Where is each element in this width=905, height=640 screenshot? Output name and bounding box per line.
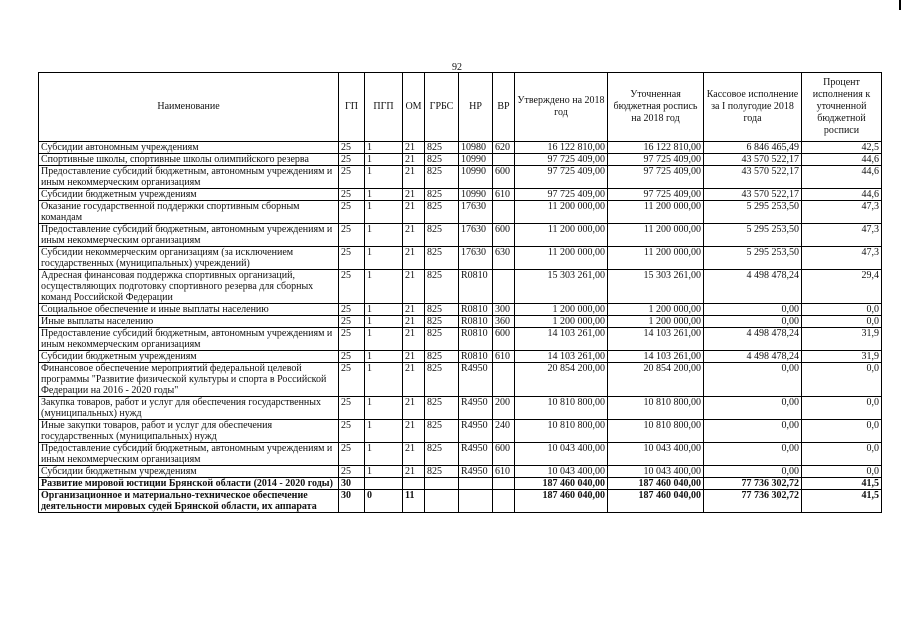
- cell-grbs: 825: [425, 443, 459, 466]
- cell-om: 21: [403, 304, 425, 316]
- cell-grbs: 825: [425, 201, 459, 224]
- cell-nr: R4950: [459, 443, 493, 466]
- cell-gp: 25: [339, 304, 365, 316]
- cell-approved: 187 460 040,00: [515, 490, 608, 513]
- cell-approved: 1 200 000,00: [515, 316, 608, 328]
- cell-name: Спортивные школы, спортивные школы олимпийского резерва: [39, 154, 339, 166]
- cell-name: Субсидии бюджетным учреждениям: [39, 189, 339, 201]
- cell-grbs: 825: [425, 270, 459, 304]
- table-row: [39, 201, 882, 224]
- cell-gp: 30: [339, 478, 365, 490]
- cell-grbs: 825: [425, 420, 459, 443]
- budget-table: [38, 72, 882, 513]
- cell-revised: 187 460 040,00: [608, 490, 704, 513]
- cell-revised: 97 725 409,00: [608, 189, 704, 201]
- cell-cash: 77 736 302,72: [704, 490, 802, 513]
- cell-grbs: 825: [425, 316, 459, 328]
- cell-percent: 29,4: [802, 270, 882, 304]
- cell-vr: 600: [493, 328, 515, 351]
- cell-gp: 25: [339, 189, 365, 201]
- cell-grbs: 825: [425, 154, 459, 166]
- cell-grbs: 825: [425, 166, 459, 189]
- corner-mark: [899, 0, 901, 10]
- cell-grbs: 825: [425, 142, 459, 154]
- cell-percent: 0,0: [802, 363, 882, 397]
- cell-name: Субсидии бюджетным учреждениям: [39, 466, 339, 478]
- table-row: [39, 478, 882, 490]
- cell-om: 21: [403, 224, 425, 247]
- cell-revised: 11 200 000,00: [608, 201, 704, 224]
- cell-name: Организационное и материально-техническое обеспечение деятельности мировых судей Брянской области, их аппарата: [39, 490, 339, 513]
- cell-revised: 11 200 000,00: [608, 224, 704, 247]
- cell-revised: 97 725 409,00: [608, 154, 704, 166]
- table-row: [39, 316, 882, 328]
- table-row: [39, 166, 882, 189]
- cell-gp: 25: [339, 466, 365, 478]
- cell-om: 21: [403, 247, 425, 270]
- cell-revised: 10 043 400,00: [608, 466, 704, 478]
- cell-vr: 610: [493, 466, 515, 478]
- col-approved: Утверждено на 2018 год: [515, 73, 608, 142]
- cell-gp: 30: [339, 490, 365, 513]
- table-row: [39, 490, 882, 513]
- cell-pgp: 1: [365, 316, 403, 328]
- table-row: [39, 154, 882, 166]
- col-nr: НР: [459, 73, 493, 142]
- cell-pgp: 1: [365, 224, 403, 247]
- cell-pgp: 1: [365, 351, 403, 363]
- cell-pgp: 1: [365, 247, 403, 270]
- table-row: [39, 443, 882, 466]
- cell-cash: 4 498 478,24: [704, 328, 802, 351]
- cell-om: 21: [403, 154, 425, 166]
- cell-nr: [459, 490, 493, 513]
- cell-pgp: 0: [365, 490, 403, 513]
- table-row: [39, 142, 882, 154]
- cell-pgp: 1: [365, 201, 403, 224]
- cell-approved: 11 200 000,00: [515, 247, 608, 270]
- cell-vr: 600: [493, 224, 515, 247]
- cell-pgp: 1: [365, 397, 403, 420]
- cell-vr: 240: [493, 420, 515, 443]
- table-row: [39, 224, 882, 247]
- cell-nr: 17630: [459, 247, 493, 270]
- cell-om: 21: [403, 316, 425, 328]
- cell-grbs: 825: [425, 224, 459, 247]
- cell-om: 21: [403, 443, 425, 466]
- cell-percent: 41,5: [802, 490, 882, 513]
- cell-approved: 10 043 400,00: [515, 443, 608, 466]
- cell-grbs: 825: [425, 328, 459, 351]
- cell-om: 21: [403, 420, 425, 443]
- cell-pgp: 1: [365, 166, 403, 189]
- cell-nr: 17630: [459, 201, 493, 224]
- cell-cash: 6 846 465,49: [704, 142, 802, 154]
- cell-percent: 0,0: [802, 466, 882, 478]
- cell-revised: 14 103 261,00: [608, 328, 704, 351]
- cell-cash: 5 295 253,50: [704, 224, 802, 247]
- page-number: 92: [452, 62, 462, 73]
- cell-percent: 0,0: [802, 304, 882, 316]
- cell-pgp: [365, 478, 403, 490]
- cell-approved: 1 200 000,00: [515, 304, 608, 316]
- cell-pgp: 1: [365, 466, 403, 478]
- cell-approved: 14 103 261,00: [515, 328, 608, 351]
- cell-cash: 43 570 522,17: [704, 166, 802, 189]
- cell-revised: 11 200 000,00: [608, 247, 704, 270]
- cell-grbs: 825: [425, 189, 459, 201]
- cell-name: Финансовое обеспечение мероприятий федеральной целевой программы "Развитие физической культуры и спорта в Российской Федерации на 2016 - 2020 годы": [39, 363, 339, 397]
- cell-pgp: 1: [365, 154, 403, 166]
- cell-approved: 10 043 400,00: [515, 466, 608, 478]
- cell-cash: 0,00: [704, 420, 802, 443]
- cell-om: 21: [403, 201, 425, 224]
- cell-name: Субсидии бюджетным учреждениям: [39, 351, 339, 363]
- cell-approved: 97 725 409,00: [515, 189, 608, 201]
- cell-revised: 1 200 000,00: [608, 316, 704, 328]
- cell-revised: 20 854 200,00: [608, 363, 704, 397]
- cell-cash: 0,00: [704, 316, 802, 328]
- cell-gp: 25: [339, 328, 365, 351]
- cell-revised: 10 043 400,00: [608, 443, 704, 466]
- cell-revised: 187 460 040,00: [608, 478, 704, 490]
- table-row: [39, 189, 882, 201]
- cell-om: 21: [403, 189, 425, 201]
- cell-approved: 11 200 000,00: [515, 201, 608, 224]
- cell-vr: 630: [493, 247, 515, 270]
- cell-percent: 47,3: [802, 201, 882, 224]
- cell-approved: 97 725 409,00: [515, 154, 608, 166]
- cell-name: Иные закупки товаров, работ и услуг для обеспечения государственных (муниципальных) нужд: [39, 420, 339, 443]
- cell-grbs: [425, 478, 459, 490]
- col-gp: ГП: [339, 73, 365, 142]
- table-row: [39, 328, 882, 351]
- cell-om: 21: [403, 397, 425, 420]
- cell-percent: 0,0: [802, 443, 882, 466]
- table-row: [39, 420, 882, 443]
- cell-cash: 0,00: [704, 466, 802, 478]
- cell-revised: 15 303 261,00: [608, 270, 704, 304]
- cell-grbs: 825: [425, 247, 459, 270]
- cell-nr: R0810: [459, 316, 493, 328]
- cell-name: Субсидии автономным учреждениям: [39, 142, 339, 154]
- cell-vr: [493, 201, 515, 224]
- cell-name: Субсидии некоммерческим организациям (за исключением государственных (муниципальных) учреждений): [39, 247, 339, 270]
- cell-vr: [493, 478, 515, 490]
- cell-name: Закупка товаров, работ и услуг для обеспечения государственных (муниципальных) нужд: [39, 397, 339, 420]
- cell-pgp: 1: [365, 142, 403, 154]
- cell-revised: 14 103 261,00: [608, 351, 704, 363]
- cell-vr: 200: [493, 397, 515, 420]
- cell-cash: 0,00: [704, 443, 802, 466]
- cell-gp: 25: [339, 166, 365, 189]
- cell-grbs: 825: [425, 351, 459, 363]
- cell-approved: 187 460 040,00: [515, 478, 608, 490]
- col-om: ОМ: [403, 73, 425, 142]
- cell-vr: 300: [493, 304, 515, 316]
- cell-nr: 10990: [459, 166, 493, 189]
- table-row: [39, 397, 882, 420]
- cell-nr: [459, 478, 493, 490]
- cell-om: 21: [403, 166, 425, 189]
- cell-cash: 5 295 253,50: [704, 247, 802, 270]
- cell-cash: 77 736 302,72: [704, 478, 802, 490]
- cell-approved: 14 103 261,00: [515, 351, 608, 363]
- cell-percent: 44,6: [802, 166, 882, 189]
- cell-cash: 43 570 522,17: [704, 189, 802, 201]
- cell-vr: 600: [493, 166, 515, 189]
- cell-grbs: [425, 490, 459, 513]
- cell-grbs: 825: [425, 397, 459, 420]
- cell-vr: 610: [493, 189, 515, 201]
- cell-grbs: 825: [425, 466, 459, 478]
- cell-approved: 20 854 200,00: [515, 363, 608, 397]
- cell-percent: 47,3: [802, 224, 882, 247]
- cell-name: Социальное обеспечение и иные выплаты населению: [39, 304, 339, 316]
- cell-grbs: 825: [425, 363, 459, 397]
- cell-cash: 0,00: [704, 304, 802, 316]
- cell-name: Предоставление субсидий бюджетным, автономным учреждениям и иным некоммерческим организациям: [39, 166, 339, 189]
- cell-gp: 25: [339, 142, 365, 154]
- table-header: [39, 73, 882, 142]
- cell-nr: R0810: [459, 304, 493, 316]
- table-row: [39, 351, 882, 363]
- cell-nr: 10980: [459, 142, 493, 154]
- cell-gp: 25: [339, 224, 365, 247]
- cell-percent: 47,3: [802, 247, 882, 270]
- cell-cash: 4 498 478,24: [704, 270, 802, 304]
- cell-cash: 0,00: [704, 397, 802, 420]
- cell-revised: 97 725 409,00: [608, 166, 704, 189]
- cell-pgp: 1: [365, 270, 403, 304]
- table-row: [39, 247, 882, 270]
- cell-cash: 43 570 522,17: [704, 154, 802, 166]
- cell-vr: [493, 154, 515, 166]
- cell-revised: 1 200 000,00: [608, 304, 704, 316]
- cell-om: 21: [403, 270, 425, 304]
- cell-nr: R4950: [459, 363, 493, 397]
- cell-name: Иные выплаты населению: [39, 316, 339, 328]
- cell-name: Предоставление субсидий бюджетным, автономным учреждениям и иным некоммерческим организациям: [39, 224, 339, 247]
- cell-vr: 600: [493, 443, 515, 466]
- cell-nr: R4950: [459, 420, 493, 443]
- cell-vr: [493, 490, 515, 513]
- cell-approved: 16 122 810,00: [515, 142, 608, 154]
- col-percent: Процент исполнения к уточненной бюджетной росписи: [802, 73, 882, 142]
- cell-percent: 31,9: [802, 351, 882, 363]
- cell-nr: R4950: [459, 466, 493, 478]
- cell-cash: 5 295 253,50: [704, 201, 802, 224]
- cell-pgp: 1: [365, 328, 403, 351]
- cell-gp: 25: [339, 420, 365, 443]
- table-row: [39, 363, 882, 397]
- col-cash: Кассовое исполнение за I полугодие 2018 года: [704, 73, 802, 142]
- cell-revised: 10 810 800,00: [608, 397, 704, 420]
- cell-gp: 25: [339, 397, 365, 420]
- cell-percent: 0,0: [802, 397, 882, 420]
- cell-om: 21: [403, 142, 425, 154]
- cell-nr: 17630: [459, 224, 493, 247]
- cell-gp: 25: [339, 351, 365, 363]
- cell-om: 21: [403, 466, 425, 478]
- cell-cash: 4 498 478,24: [704, 351, 802, 363]
- cell-pgp: 1: [365, 443, 403, 466]
- cell-pgp: 1: [365, 304, 403, 316]
- table-row: [39, 304, 882, 316]
- cell-approved: 10 810 800,00: [515, 397, 608, 420]
- cell-percent: 42,5: [802, 142, 882, 154]
- cell-approved: 15 303 261,00: [515, 270, 608, 304]
- cell-name: Адресная финансовая поддержка спортивных организаций, осуществляющих подготовку спортивного резерва для сборных команд Российской Федерации: [39, 270, 339, 304]
- cell-approved: 97 725 409,00: [515, 166, 608, 189]
- col-grbs: ГРБС: [425, 73, 459, 142]
- cell-approved: 10 810 800,00: [515, 420, 608, 443]
- cell-percent: 0,0: [802, 316, 882, 328]
- cell-vr: [493, 270, 515, 304]
- cell-percent: 44,6: [802, 189, 882, 201]
- cell-nr: 10990: [459, 154, 493, 166]
- cell-name: Развитие мировой юстиции Брянской области (2014 - 2020 годы): [39, 478, 339, 490]
- col-name: Наименование: [39, 73, 339, 142]
- cell-pgp: 1: [365, 420, 403, 443]
- cell-vr: 360: [493, 316, 515, 328]
- cell-name: Предоставление субсидий бюджетным, автономным учреждениям и иным некоммерческим организациям: [39, 328, 339, 351]
- cell-gp: 25: [339, 247, 365, 270]
- cell-om: 21: [403, 363, 425, 397]
- cell-nr: R4950: [459, 397, 493, 420]
- cell-percent: 31,9: [802, 328, 882, 351]
- cell-pgp: 1: [365, 189, 403, 201]
- cell-gp: 25: [339, 154, 365, 166]
- col-revised: Уточненная бюджетная роспись на 2018 год: [608, 73, 704, 142]
- cell-pgp: 1: [365, 363, 403, 397]
- cell-om: [403, 478, 425, 490]
- cell-gp: 25: [339, 201, 365, 224]
- cell-nr: R0810: [459, 351, 493, 363]
- cell-percent: 41,5: [802, 478, 882, 490]
- cell-gp: 25: [339, 270, 365, 304]
- cell-nr: R0810: [459, 270, 493, 304]
- cell-om: 21: [403, 351, 425, 363]
- cell-name: Предоставление субсидий бюджетным, автономным учреждениям и иным некоммерческим организациям: [39, 443, 339, 466]
- cell-cash: 0,00: [704, 363, 802, 397]
- table-row: [39, 466, 882, 478]
- cell-gp: 25: [339, 316, 365, 328]
- cell-revised: 10 810 800,00: [608, 420, 704, 443]
- cell-percent: 44,6: [802, 154, 882, 166]
- table-row: [39, 270, 882, 304]
- cell-nr: R0810: [459, 328, 493, 351]
- cell-om: 11: [403, 490, 425, 513]
- cell-gp: 25: [339, 363, 365, 397]
- cell-approved: 11 200 000,00: [515, 224, 608, 247]
- cell-nr: 10990: [459, 189, 493, 201]
- cell-vr: 610: [493, 351, 515, 363]
- cell-om: 21: [403, 328, 425, 351]
- cell-name: Оказание государственной поддержки спортивным сборным командам: [39, 201, 339, 224]
- cell-percent: 0,0: [802, 420, 882, 443]
- cell-vr: 620: [493, 142, 515, 154]
- cell-revised: 16 122 810,00: [608, 142, 704, 154]
- cell-grbs: 825: [425, 304, 459, 316]
- col-vr: ВР: [493, 73, 515, 142]
- cell-vr: [493, 363, 515, 397]
- cell-gp: 25: [339, 443, 365, 466]
- col-pgp: ПГП: [365, 73, 403, 142]
